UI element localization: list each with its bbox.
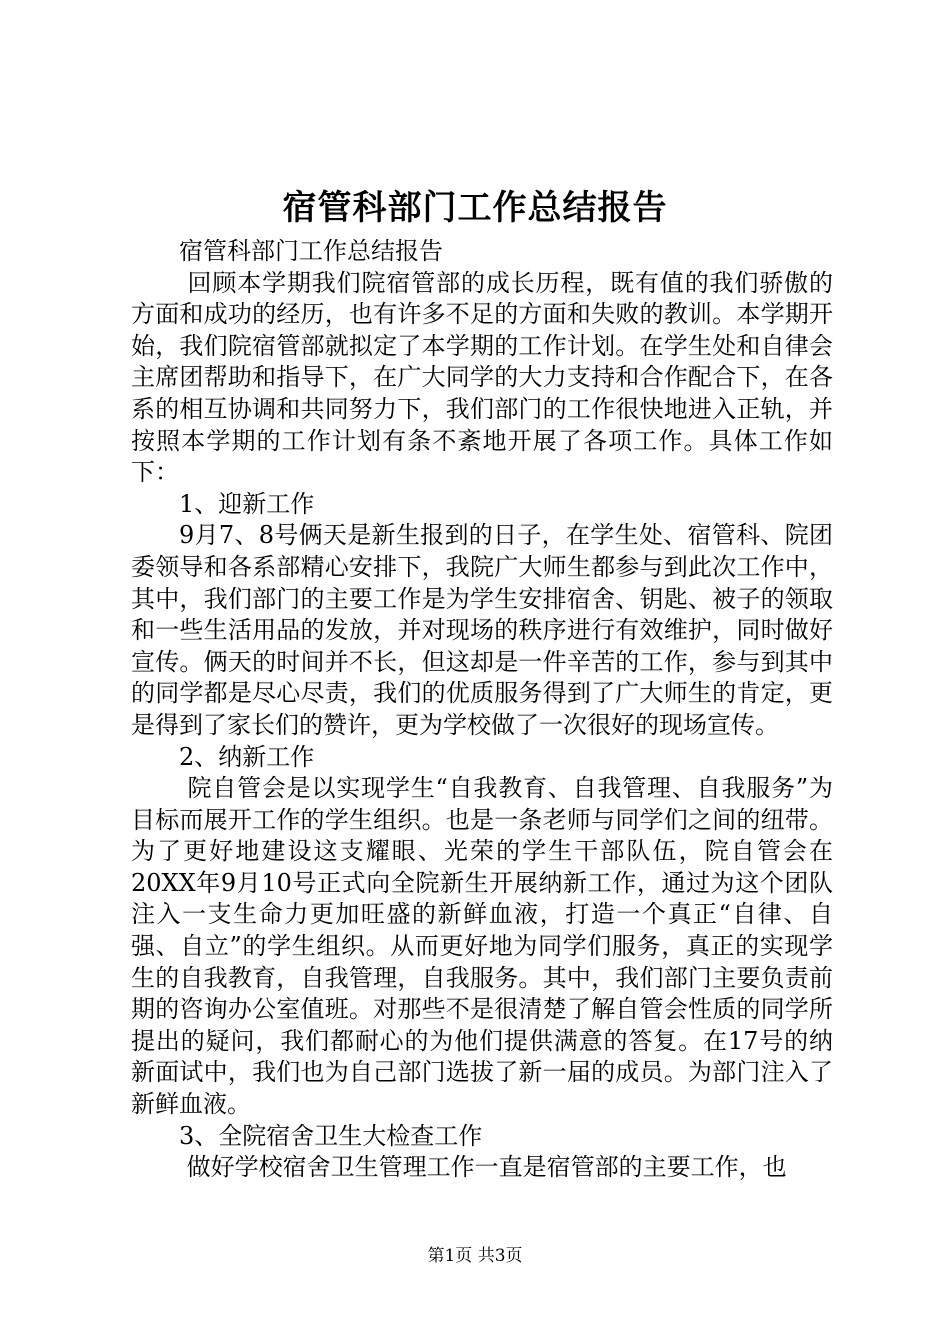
section-heading-3: 3、全院宿舍卫生大检查工作 — [179, 1121, 483, 1150]
paragraph-section-1: 9月7、8号俩天是新生报到的日子，在学生处、宿管科、院团委领导和各系部精心安排下，我院广大师生都参与到此次工作中，其中，我们部门的主要工作是为学生安排宿舍、钥匙、被子的领取和一些生活用品的发放，并对现场的秩序进行有效维护，同时做好宣传。俩天的时间并不长，但这却是一件辛苦的工作，参与到其中的同学都是尽心尽责，我们的优质服务得到了广大师生的肯定，更是得到了家长们的赞许，更为学校做了一次很好的现场宣传。 — [131, 521, 833, 739]
document-title: 宿管科部门工作总结报告 — [282, 188, 668, 228]
section-heading-1: 1、迎新工作 — [179, 489, 315, 518]
section-heading-2: 2、纳新工作 — [179, 742, 315, 771]
document-body — [131, 236, 833, 1184]
paragraph-intro: 回顾本学期我们院宿管部的成长历程，既有值的我们骄傲的方面和成功的经历，也有许多不足的方面和失败的教训。本学期开始，我们院宿管部就拟定了本学期的工作计划。在学生处和自律会主席团帮助和指导下，在广大同学的大力支持和合作配合下，在各系的相互协调和共同努力下，我们部门的工作很快地进入正轨，并按照本学期的工作计划有条不紊地开展了各项工作。具体工作如下： — [131, 268, 833, 487]
page-footer: 第1页 共3页 — [427, 1246, 523, 1266]
paragraph-subtitle: 宿管科部门工作总结报告 — [179, 237, 443, 265]
paragraph-section-2: 院自管会是以实现学生“自我教育、自我管理、自我服务”为目标而展开工作的学生组织。也是一条老师与同学们之间的纽带。为了更好地建设这支耀眼、光荣的学生干部队伍，院自管会在20XX年9月10号正式向全院新生开展纳新工作，通过为这个团队注入一支生命力更加旺盛的新鲜血液，打造一个真正“自律、自强、自立”的学生组织。从而更好地为同学们服务，真正的实现学生的自我教育，自我管理，自我服务。其中，我们部门主要负责前期的咨询办公室值班。对那些不是很清楚了解自管会性质的同学所提出的疑问，我们都耐心的为他们提供满意的答复。在17号的纳新面试中，我们也为自己部门选拔了新一届的成员。为部门注入了新鲜血液。 — [131, 774, 833, 1119]
paragraph-section-3: 做好学校宿舍卫生管理工作一直是宿管部的主要工作，也 — [179, 1153, 787, 1182]
